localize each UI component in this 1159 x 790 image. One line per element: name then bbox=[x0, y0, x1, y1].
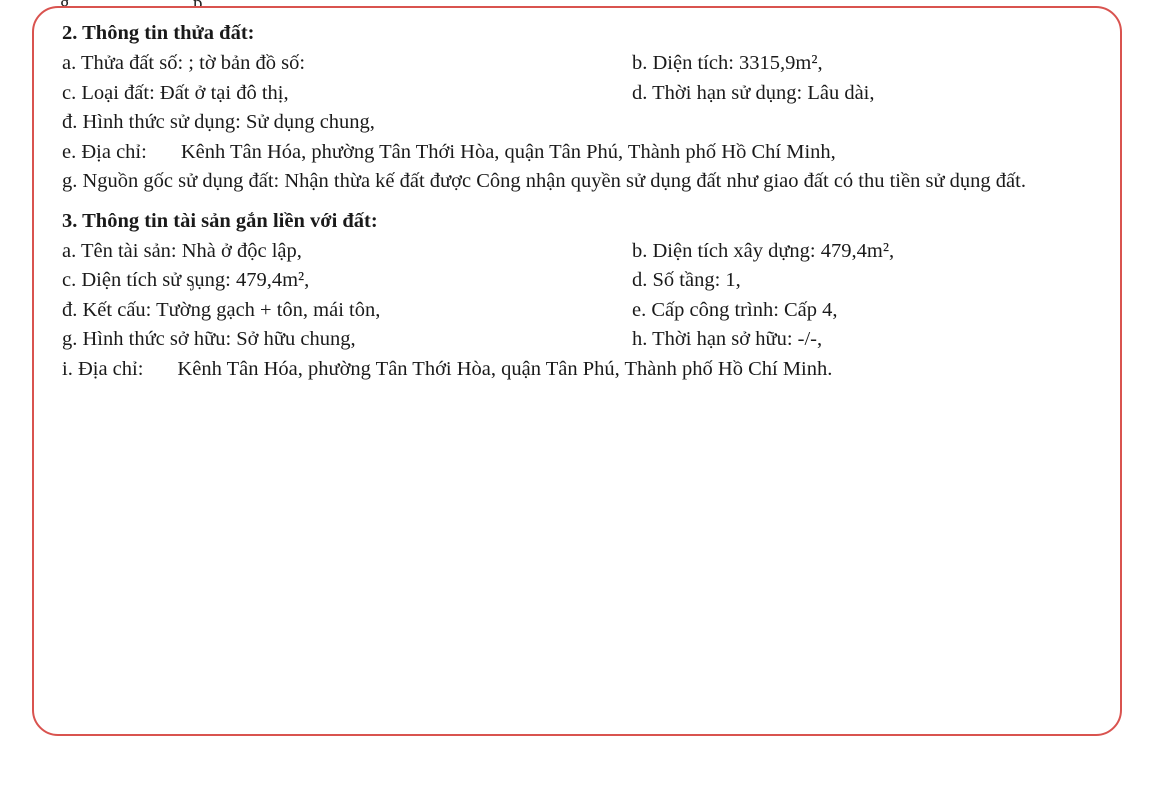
field-dia-chi-tai-san-value: Kênh Tân Hóa, phường Tân Thới Hòa, quận Tân Phú, Thành phố Hồ Chí Minh. bbox=[177, 357, 833, 380]
field-dia-chi-tai-san-label: i. Địa chỉ: bbox=[62, 357, 144, 380]
field-hinh-thuc-su-dung: đ. Hình thức sử dụng: Sử dụng chung, bbox=[62, 111, 375, 133]
section-3-row-c-d bbox=[62, 266, 1104, 296]
section-3-heading: 3. Thông tin tài sản gắn liền với đất: bbox=[62, 209, 378, 232]
field-hinh-thuc-so-huu: g. Hình thức sở hữu: Sở hữu chung, bbox=[62, 328, 356, 350]
field-dia-chi-tai-san bbox=[62, 355, 832, 385]
field-dien-tich-su-dung: c. Diện tích sử ᶊụng: 479,4m², bbox=[62, 269, 310, 291]
field-thua-dat-so: a. Thửa đất số: ; tờ bản đồ số: bbox=[62, 52, 306, 74]
section-2-heading: 2. Thông tin thửa đất: bbox=[62, 22, 255, 44]
section-2-row-c-d bbox=[62, 79, 1104, 109]
document-content bbox=[62, 18, 1104, 384]
field-loai-dat: c. Loại đất: Đất ở tại đô thị, bbox=[62, 81, 289, 104]
section-3-row-dd-e bbox=[62, 296, 1104, 326]
field-dia-chi-label: e. Địa chỉ: bbox=[62, 140, 147, 163]
field-dia-chi-value: Kênh Tân Hóa, phường Tân Thới Hòa, quận Tân Phú, Thành phố Hồ Chí Minh, bbox=[180, 140, 836, 163]
field-thoi-han-so-huu: h. Thời hạn sở hữu: -/-, bbox=[632, 328, 823, 350]
field-so-tang: d. Số tầng: 1, bbox=[632, 269, 741, 291]
section-2-row-a-b bbox=[62, 49, 1104, 79]
section-3-row-a-b bbox=[62, 237, 1104, 267]
field-cap-cong-trinh: e. Cấp công trình: Cấp 4, bbox=[632, 298, 838, 321]
section-3-row-g-h bbox=[62, 325, 1104, 355]
field-dia-chi-thua-dat bbox=[62, 138, 836, 168]
section-2-row-e bbox=[62, 138, 1104, 168]
field-dien-tich: b. Diện tích: 3315,9m², bbox=[632, 52, 823, 74]
section-2-row-d bbox=[62, 108, 1104, 138]
field-dien-tich-xay-dung: b. Diện tích xây dựng: 479,4m², bbox=[632, 239, 895, 262]
field-ket-cau: đ. Kết cấu: Tường gạch + tôn, mái tôn, bbox=[62, 298, 381, 321]
field-nguon-goc-su-dung-dat: g. Nguồn gốc sử dụng đất: Nhận thừa kế đất được Công nhận quyền sử dụng đất như giao đất có thu tiền sử dụng đất. bbox=[62, 170, 1026, 192]
section-3-row-i bbox=[62, 355, 1104, 385]
document-outline-box bbox=[32, 6, 1122, 736]
field-thoi-han-su-dung: d. Thời hạn sử dụng: Lâu dài, bbox=[632, 81, 875, 104]
field-ten-tai-san: a. Tên tài sản: Nhà ở độc lập, bbox=[62, 239, 302, 262]
